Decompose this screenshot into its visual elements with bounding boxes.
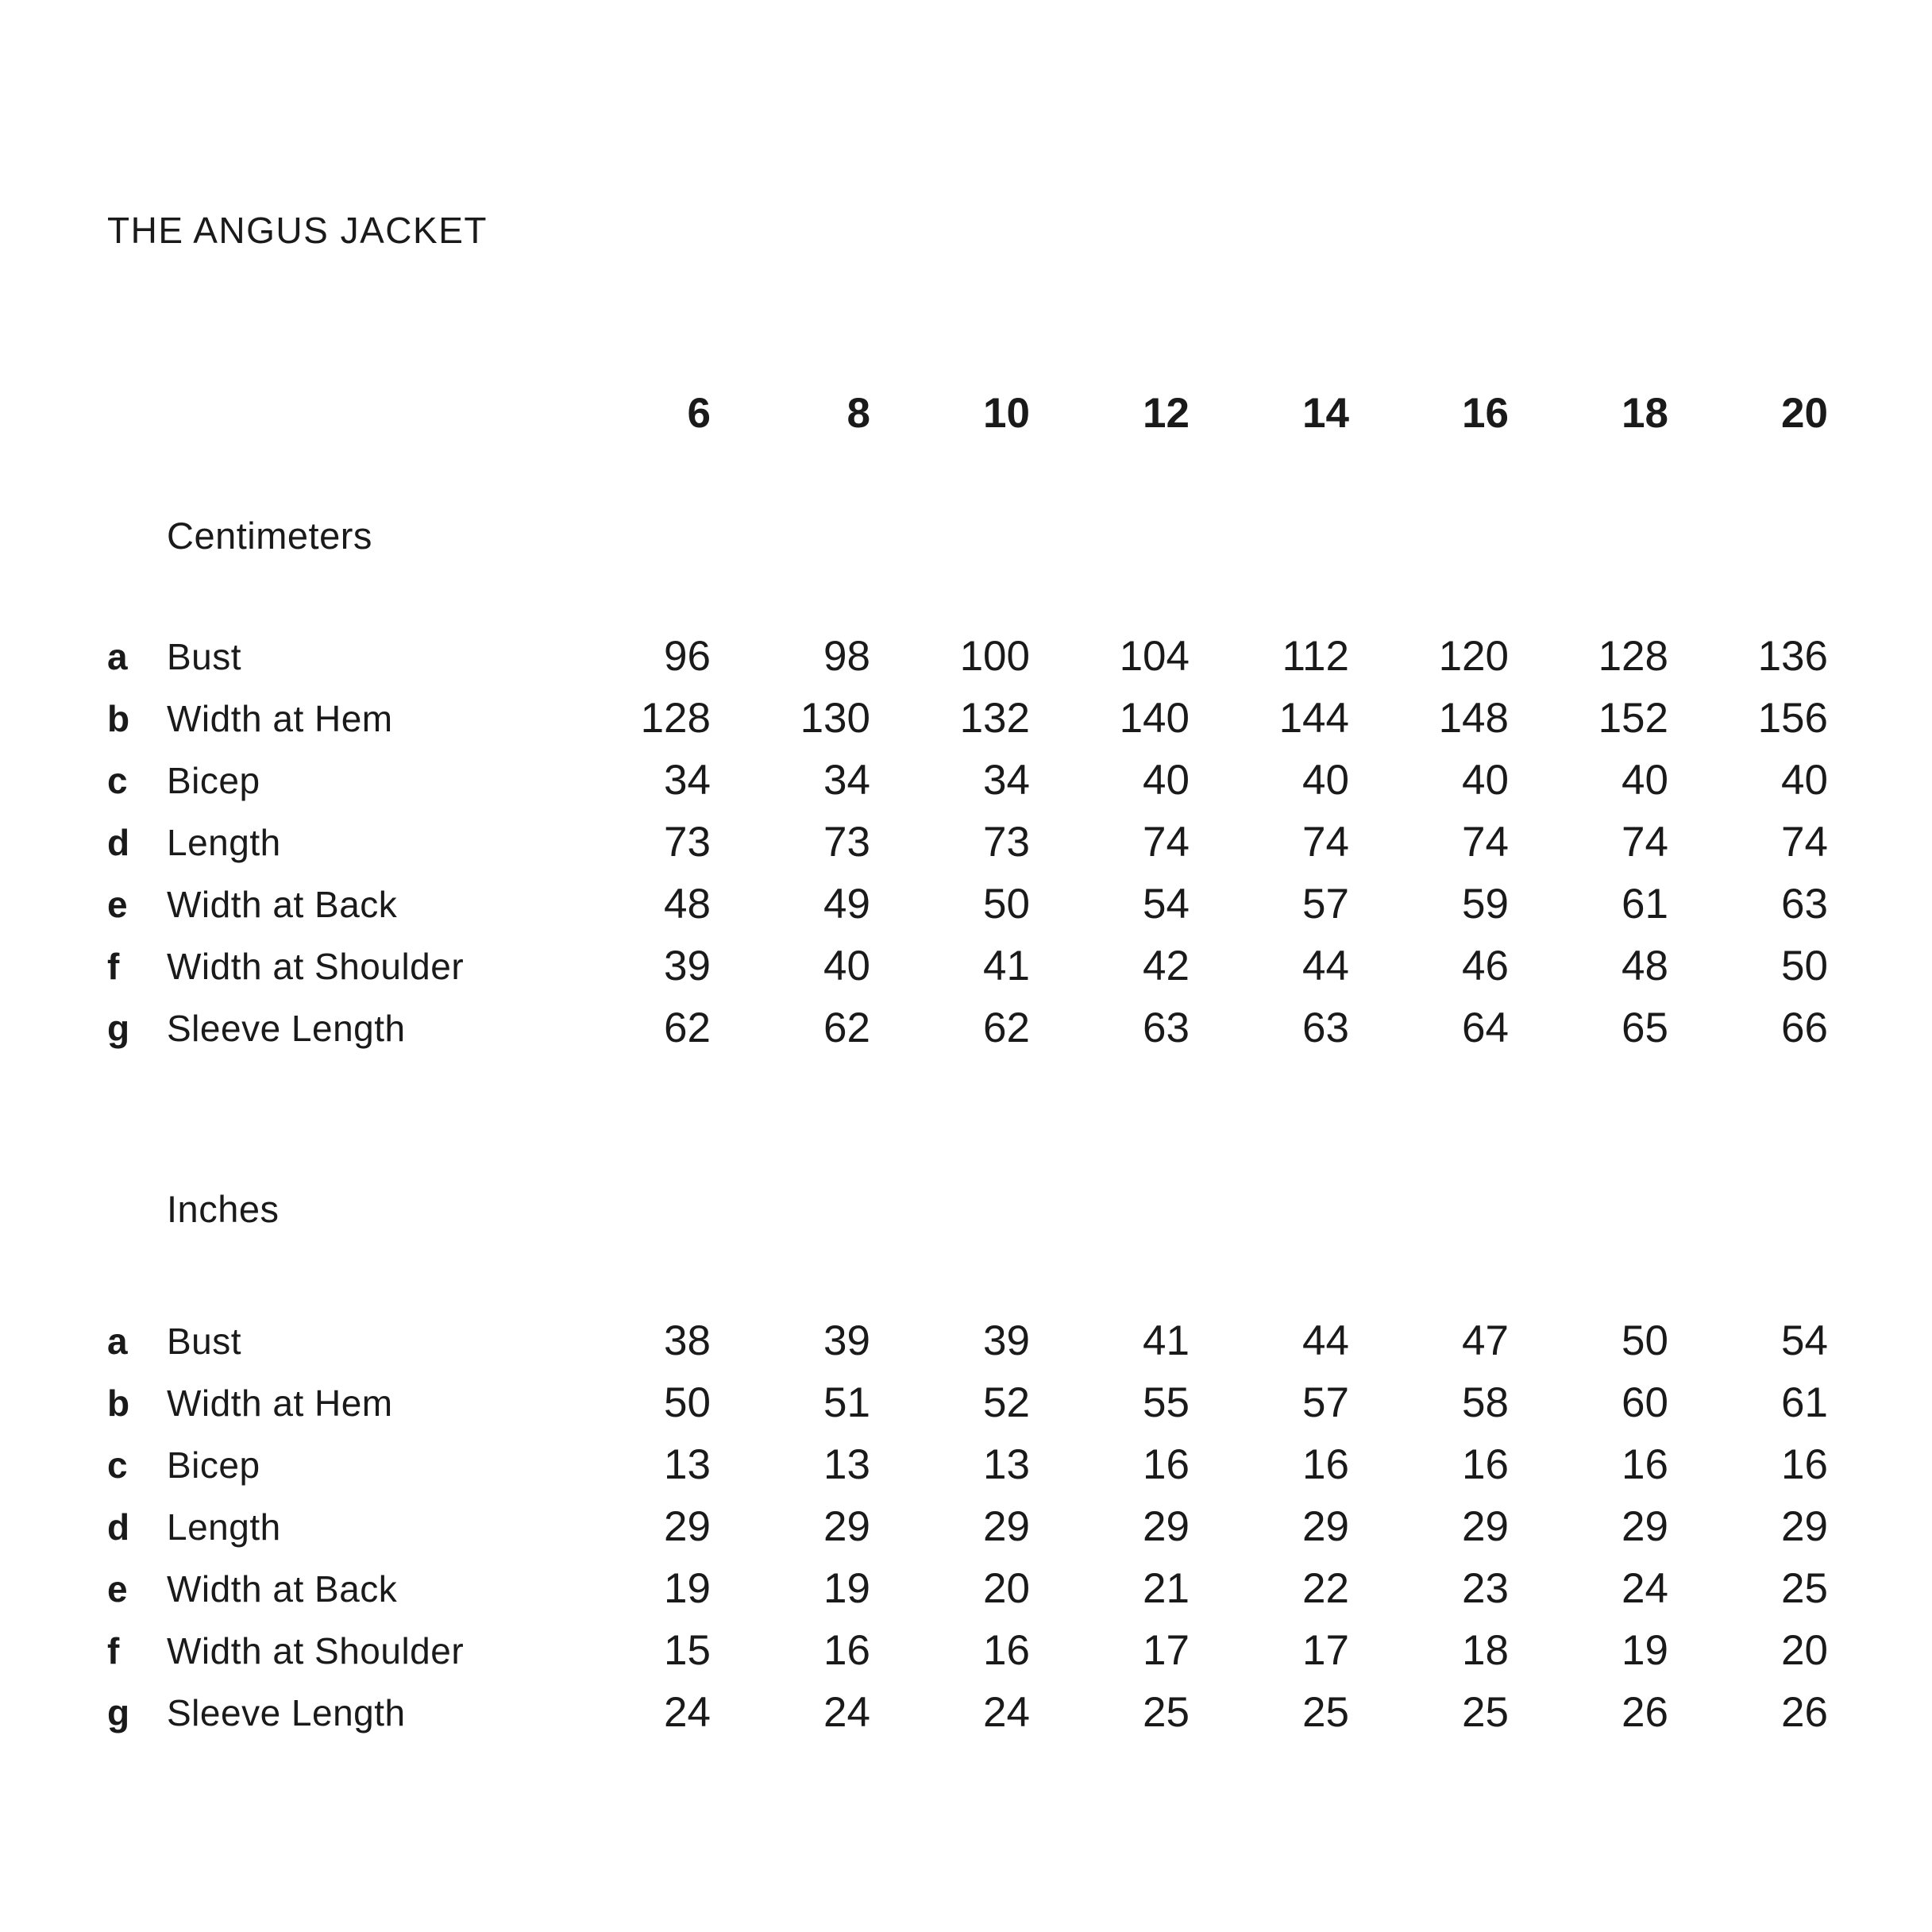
row-letter: b (107, 698, 130, 739)
measurement-value: 44 (1302, 943, 1349, 989)
measurement-row (107, 1558, 1828, 1620)
measurement-value: 120 (1438, 633, 1509, 680)
measurement-value: 24 (1622, 1565, 1668, 1612)
measurement-value: 132 (959, 695, 1030, 742)
row-label: Length (167, 1506, 281, 1548)
size-header-row (107, 383, 1828, 445)
measurement-row (107, 1434, 1828, 1496)
measurement-value: 20 (1781, 1627, 1828, 1674)
section-label-centimeters: Centimeters (167, 515, 372, 557)
row-label: Width at Hem (167, 698, 393, 739)
measurement-value: 29 (823, 1503, 870, 1550)
measurement-value: 63 (1143, 1005, 1190, 1051)
measurement-value: 19 (1622, 1627, 1668, 1674)
measurement-value: 24 (823, 1689, 870, 1736)
measurement-value: 74 (1622, 819, 1668, 866)
page-title: THE ANGUS JACKET (107, 210, 488, 251)
row-label: Length (167, 822, 281, 863)
measurement-value: 62 (823, 1005, 870, 1051)
row-letter: g (107, 1008, 130, 1049)
measurement-value: 26 (1622, 1689, 1668, 1736)
measurement-value: 26 (1781, 1689, 1828, 1736)
measurement-value: 148 (1438, 695, 1509, 742)
measurement-value: 74 (1462, 819, 1509, 866)
measurement-value: 61 (1781, 1379, 1828, 1426)
measurement-value: 19 (664, 1565, 711, 1612)
row-letter: d (107, 1506, 130, 1548)
measurement-value: 16 (1622, 1441, 1668, 1488)
row-label: Width at Back (167, 884, 398, 925)
measurement-row (107, 812, 1828, 873)
measurement-row (107, 626, 1828, 688)
measurement-value: 57 (1302, 881, 1349, 927)
measurement-value: 29 (1462, 1503, 1509, 1550)
measurement-value: 40 (1622, 757, 1668, 804)
measurement-value: 16 (983, 1627, 1030, 1674)
row-letter: d (107, 822, 130, 863)
measurement-value: 140 (1119, 695, 1190, 742)
measurement-value: 48 (664, 881, 711, 927)
measurement-value: 19 (823, 1565, 870, 1612)
measurement-value: 96 (664, 633, 711, 680)
row-label: Bust (167, 1321, 242, 1362)
measurement-value: 100 (959, 633, 1030, 680)
measurement-value: 24 (983, 1689, 1030, 1736)
inches-table (107, 1310, 1828, 1744)
measurement-value: 65 (1622, 1005, 1668, 1051)
measurement-value: 34 (823, 757, 870, 804)
measurement-value: 21 (1143, 1565, 1190, 1612)
measurement-value: 128 (640, 695, 711, 742)
size-column-header: 16 (1462, 390, 1509, 437)
row-letter: f (107, 946, 120, 987)
measurement-value: 50 (1622, 1317, 1668, 1364)
measurement-row (107, 997, 1828, 1059)
measurement-value: 73 (983, 819, 1030, 866)
measurement-value: 128 (1598, 633, 1668, 680)
measurement-row (107, 873, 1828, 935)
measurement-value: 40 (1462, 757, 1509, 804)
measurement-value: 38 (664, 1317, 711, 1364)
measurement-value: 16 (1462, 1441, 1509, 1488)
measurement-value: 62 (983, 1005, 1030, 1051)
size-column-header: 20 (1781, 390, 1828, 437)
measurement-row (107, 688, 1828, 750)
measurement-value: 112 (1282, 633, 1349, 680)
measurement-row (107, 1620, 1828, 1682)
row-letter: c (107, 1444, 128, 1486)
row-label: Width at Shoulder (167, 946, 465, 987)
row-label: Bicep (167, 1444, 260, 1486)
measurement-value: 66 (1781, 1005, 1828, 1051)
measurement-value: 25 (1302, 1689, 1349, 1736)
measurement-value: 48 (1622, 943, 1668, 989)
row-letter: e (107, 884, 128, 925)
measurement-value: 23 (1462, 1565, 1509, 1612)
row-label: Width at Back (167, 1568, 398, 1610)
measurement-value: 29 (983, 1503, 1030, 1550)
measurement-value: 50 (1781, 943, 1828, 989)
measurement-value: 34 (664, 757, 711, 804)
measurement-value: 51 (823, 1379, 870, 1426)
row-letter: a (107, 636, 128, 677)
row-label: Width at Shoulder (167, 1630, 465, 1672)
size-column-header: 12 (1143, 390, 1190, 437)
measurement-value: 46 (1462, 943, 1509, 989)
measurement-value: 73 (823, 819, 870, 866)
measurement-value: 58 (1462, 1379, 1509, 1426)
measurement-value: 40 (1143, 757, 1190, 804)
measurement-value: 25 (1781, 1565, 1828, 1612)
size-column-header: 14 (1302, 390, 1349, 437)
measurement-value: 52 (983, 1379, 1030, 1426)
measurement-value: 20 (983, 1565, 1030, 1612)
measurement-value: 39 (983, 1317, 1030, 1364)
measurement-value: 40 (1302, 757, 1349, 804)
measurement-value: 16 (1781, 1441, 1828, 1488)
measurement-value: 17 (1302, 1627, 1349, 1674)
row-letter: e (107, 1568, 128, 1610)
measurement-value: 54 (1781, 1317, 1828, 1364)
measurement-value: 49 (823, 881, 870, 927)
measurement-value: 25 (1143, 1689, 1190, 1736)
measurement-value: 39 (823, 1317, 870, 1364)
measurement-value: 41 (1143, 1317, 1190, 1364)
measurement-value: 29 (1622, 1503, 1668, 1550)
measurement-value: 136 (1757, 633, 1828, 680)
row-label: Bust (167, 636, 242, 677)
measurement-value: 29 (1781, 1503, 1828, 1550)
measurement-value: 42 (1143, 943, 1190, 989)
row-label: Bicep (167, 760, 260, 801)
measurement-value: 29 (664, 1503, 711, 1550)
measurement-value: 156 (1757, 695, 1828, 742)
row-letter: b (107, 1382, 130, 1424)
measurement-value: 74 (1143, 819, 1190, 866)
measurement-value: 152 (1598, 695, 1668, 742)
measurement-value: 130 (800, 695, 870, 742)
centimeters-table (107, 626, 1828, 1059)
measurement-value: 13 (983, 1441, 1030, 1488)
measurement-value: 63 (1781, 881, 1828, 927)
measurement-value: 16 (823, 1627, 870, 1674)
measurement-value: 74 (1302, 819, 1349, 866)
section-label-inches: Inches (167, 1188, 280, 1230)
measurement-value: 144 (1278, 695, 1349, 742)
measurement-value: 13 (664, 1441, 711, 1488)
measurement-value: 16 (1143, 1441, 1190, 1488)
measurement-value: 74 (1781, 819, 1828, 866)
row-label: Sleeve Length (167, 1008, 406, 1049)
measurement-value: 61 (1622, 881, 1668, 927)
measurement-value: 98 (823, 633, 870, 680)
size-column-header: 10 (983, 390, 1030, 437)
size-column-header: 8 (846, 390, 870, 437)
measurement-value: 41 (983, 943, 1030, 989)
measurement-row (107, 750, 1828, 812)
measurement-value: 29 (1302, 1503, 1349, 1550)
row-letter: g (107, 1692, 130, 1733)
row-label: Width at Hem (167, 1382, 393, 1424)
measurement-value: 24 (664, 1689, 711, 1736)
measurement-value: 17 (1143, 1627, 1190, 1674)
measurement-value: 29 (1143, 1503, 1190, 1550)
measurement-value: 63 (1302, 1005, 1349, 1051)
measurement-value: 44 (1302, 1317, 1349, 1364)
measurement-row (107, 1310, 1828, 1372)
measurement-value: 40 (1781, 757, 1828, 804)
row-label: Sleeve Length (167, 1692, 406, 1733)
measurement-value: 13 (823, 1441, 870, 1488)
measurement-value: 59 (1462, 881, 1509, 927)
measurement-value: 64 (1462, 1005, 1509, 1051)
measurement-value: 62 (664, 1005, 711, 1051)
row-letter: c (107, 760, 128, 801)
measurement-value: 57 (1302, 1379, 1349, 1426)
measurement-value: 40 (823, 943, 870, 989)
size-column-header: 18 (1622, 390, 1668, 437)
measurement-value: 15 (664, 1627, 711, 1674)
measurement-value: 54 (1143, 881, 1190, 927)
measurement-row (107, 935, 1828, 997)
measurement-value: 50 (664, 1379, 711, 1426)
measurement-value: 22 (1302, 1565, 1349, 1612)
measurement-value: 18 (1462, 1627, 1509, 1674)
measurement-value: 55 (1143, 1379, 1190, 1426)
measurement-row (107, 1496, 1828, 1558)
measurement-row (107, 1682, 1828, 1744)
row-letter: f (107, 1630, 120, 1672)
measurement-value: 104 (1119, 633, 1190, 680)
measurement-value: 34 (983, 757, 1030, 804)
measurement-value: 16 (1302, 1441, 1349, 1488)
measurement-value: 73 (664, 819, 711, 866)
measurement-value: 47 (1462, 1317, 1509, 1364)
measurement-value: 39 (664, 943, 711, 989)
size-column-header: 6 (687, 390, 711, 437)
row-letter: a (107, 1321, 128, 1362)
measurement-row (107, 1372, 1828, 1434)
measurement-value: 25 (1462, 1689, 1509, 1736)
measurement-value: 60 (1622, 1379, 1668, 1426)
measurement-value: 50 (983, 881, 1030, 927)
